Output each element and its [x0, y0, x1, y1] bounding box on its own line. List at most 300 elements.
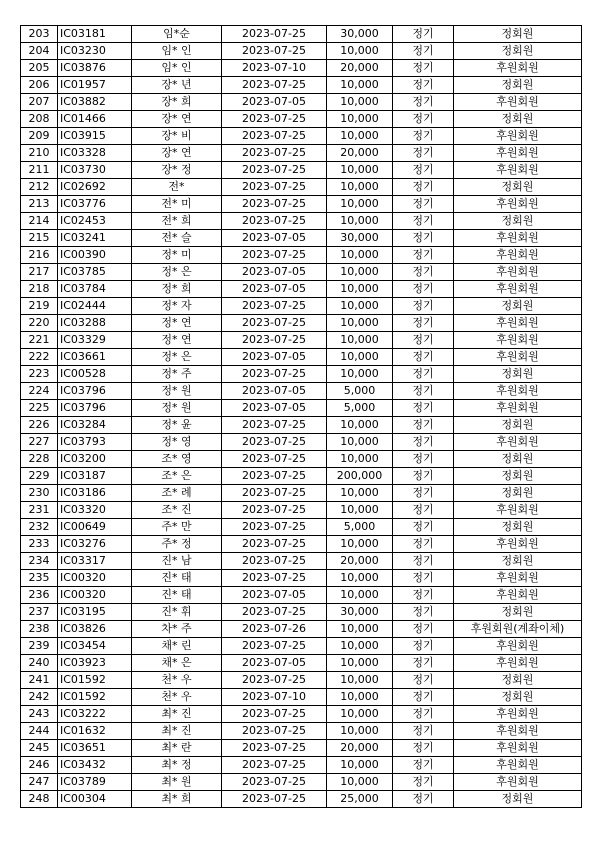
row-number-cell: 243 [21, 706, 58, 723]
donation-amount-cell: 10,000 [327, 757, 393, 774]
member-id-cell: IC00528 [58, 366, 132, 383]
donation-type-cell: 정기 [393, 672, 454, 689]
row-number-cell: 235 [21, 570, 58, 587]
donation-date-cell: 2023-07-25 [222, 604, 327, 621]
donation-date-cell: 2023-07-25 [222, 128, 327, 145]
table-row [21, 366, 582, 383]
donation-amount-cell: 20,000 [327, 740, 393, 757]
row-number-cell: 232 [21, 519, 58, 536]
table-row [21, 213, 582, 230]
member-id-cell: IC03181 [58, 26, 132, 43]
member-id-cell: IC01466 [58, 111, 132, 128]
row-number-cell: 245 [21, 740, 58, 757]
member-id-cell: IC03826 [58, 621, 132, 638]
member-name-cell: 전* [132, 179, 222, 196]
member-grade-cell: 후원회원 [454, 655, 582, 672]
member-name-cell: 임*순 [132, 26, 222, 43]
member-id-cell: IC03454 [58, 638, 132, 655]
member-grade-cell: 후원회원 [454, 774, 582, 791]
table-row [21, 502, 582, 519]
row-number-cell: 236 [21, 587, 58, 604]
row-number-cell: 207 [21, 94, 58, 111]
member-grade-cell: 후원회원 [454, 570, 582, 587]
donation-date-cell: 2023-07-05 [222, 400, 327, 417]
member-grade-cell: 정회원 [454, 519, 582, 536]
donation-amount-cell: 10,000 [327, 94, 393, 111]
row-number-cell: 218 [21, 281, 58, 298]
donation-amount-cell: 10,000 [327, 638, 393, 655]
row-number-cell: 240 [21, 655, 58, 672]
donation-amount-cell: 10,000 [327, 536, 393, 553]
member-grade-cell: 후원회원 [454, 587, 582, 604]
donation-date-cell: 2023-07-25 [222, 179, 327, 196]
row-number-cell: 228 [21, 451, 58, 468]
member-grade-cell: 후원회원 [454, 434, 582, 451]
member-name-cell: 최* 란 [132, 740, 222, 757]
donation-amount-cell: 10,000 [327, 213, 393, 230]
row-number-cell: 247 [21, 774, 58, 791]
table-row [21, 298, 582, 315]
table-row [21, 383, 582, 400]
member-name-cell: 조* 은 [132, 468, 222, 485]
member-name-cell: 전* 슬 [132, 230, 222, 247]
donation-date-cell: 2023-07-05 [222, 94, 327, 111]
donation-amount-cell: 10,000 [327, 774, 393, 791]
donation-amount-cell: 10,000 [327, 128, 393, 145]
donation-type-cell: 정기 [393, 604, 454, 621]
member-grade-cell: 후원회원 [454, 281, 582, 298]
member-name-cell: 천* 우 [132, 672, 222, 689]
row-number-cell: 209 [21, 128, 58, 145]
member-name-cell: 조* 진 [132, 502, 222, 519]
row-number-cell: 241 [21, 672, 58, 689]
table-row [21, 774, 582, 791]
row-number-cell: 217 [21, 264, 58, 281]
member-grade-cell: 후원회원 [454, 383, 582, 400]
table-row [21, 672, 582, 689]
member-id-cell: IC03284 [58, 417, 132, 434]
row-number-cell: 233 [21, 536, 58, 553]
donation-date-cell: 2023-07-25 [222, 417, 327, 434]
member-grade-cell: 정회원 [454, 553, 582, 570]
member-id-cell: IC03288 [58, 315, 132, 332]
row-number-cell: 220 [21, 315, 58, 332]
donation-type-cell: 정기 [393, 111, 454, 128]
member-id-cell: IC00320 [58, 570, 132, 587]
donation-amount-cell: 5,000 [327, 383, 393, 400]
member-grade-cell: 후원회원 [454, 230, 582, 247]
table-row [21, 264, 582, 281]
donation-amount-cell: 10,000 [327, 264, 393, 281]
row-number-cell: 244 [21, 723, 58, 740]
table-row [21, 723, 582, 740]
donation-type-cell: 정기 [393, 298, 454, 315]
donation-type-cell: 정기 [393, 434, 454, 451]
donation-type-cell: 정기 [393, 451, 454, 468]
member-name-cell: 최* 희 [132, 791, 222, 808]
member-grade-cell: 후원회원 [454, 332, 582, 349]
donation-date-cell: 2023-07-05 [222, 587, 327, 604]
member-id-cell: IC00320 [58, 587, 132, 604]
donation-date-cell: 2023-07-25 [222, 723, 327, 740]
donation-amount-cell: 10,000 [327, 672, 393, 689]
member-name-cell: 주* 정 [132, 536, 222, 553]
donation-date-cell: 2023-07-25 [222, 298, 327, 315]
donation-date-cell: 2023-07-25 [222, 791, 327, 808]
donation-date-cell: 2023-07-25 [222, 366, 327, 383]
member-grade-cell: 후원회원 [454, 162, 582, 179]
donation-amount-cell: 10,000 [327, 179, 393, 196]
table-row [21, 485, 582, 502]
table-row [21, 145, 582, 162]
donation-date-cell: 2023-07-05 [222, 264, 327, 281]
member-grade-cell: 후원회원 [454, 723, 582, 740]
member-grade-cell: 정회원 [454, 485, 582, 502]
table-row [21, 111, 582, 128]
donation-amount-cell: 10,000 [327, 247, 393, 264]
donation-amount-cell: 5,000 [327, 519, 393, 536]
donation-date-cell: 2023-07-05 [222, 281, 327, 298]
member-name-cell: 정* 은 [132, 349, 222, 366]
row-number-cell: 221 [21, 332, 58, 349]
donation-date-cell: 2023-07-25 [222, 332, 327, 349]
member-name-cell: 채* 린 [132, 638, 222, 655]
donation-type-cell: 정기 [393, 400, 454, 417]
donation-type-cell: 정기 [393, 196, 454, 213]
member-id-cell: IC03915 [58, 128, 132, 145]
row-number-cell: 237 [21, 604, 58, 621]
donation-type-cell: 정기 [393, 230, 454, 247]
donation-amount-cell: 10,000 [327, 366, 393, 383]
table-row [21, 536, 582, 553]
donation-amount-cell: 20,000 [327, 553, 393, 570]
member-id-cell: IC03195 [58, 604, 132, 621]
donation-date-cell: 2023-07-25 [222, 740, 327, 757]
member-grade-cell: 정회원 [454, 298, 582, 315]
member-grade-cell: 후원회원 [454, 638, 582, 655]
member-id-cell: IC01592 [58, 672, 132, 689]
donation-date-cell: 2023-07-25 [222, 111, 327, 128]
table-row [21, 621, 582, 638]
donation-type-cell: 정기 [393, 417, 454, 434]
member-id-cell: IC03789 [58, 774, 132, 791]
member-id-cell: IC03793 [58, 434, 132, 451]
member-name-cell: 정* 영 [132, 434, 222, 451]
donation-date-cell: 2023-07-10 [222, 60, 327, 77]
row-number-cell: 219 [21, 298, 58, 315]
donation-type-cell: 정기 [393, 213, 454, 230]
donation-type-cell: 정기 [393, 553, 454, 570]
donation-amount-cell: 30,000 [327, 604, 393, 621]
donation-date-cell: 2023-07-25 [222, 196, 327, 213]
table-row [21, 128, 582, 145]
row-number-cell: 214 [21, 213, 58, 230]
member-grade-cell: 후원회원 [454, 128, 582, 145]
row-number-cell: 223 [21, 366, 58, 383]
row-number-cell: 248 [21, 791, 58, 808]
donation-date-cell: 2023-07-25 [222, 434, 327, 451]
donation-amount-cell: 10,000 [327, 706, 393, 723]
row-number-cell: 231 [21, 502, 58, 519]
member-grade-cell: 정회원 [454, 111, 582, 128]
donation-type-cell: 정기 [393, 723, 454, 740]
row-number-cell: 215 [21, 230, 58, 247]
donation-type-cell: 정기 [393, 77, 454, 94]
member-grade-cell: 후원회원 [454, 264, 582, 281]
donation-date-cell: 2023-07-25 [222, 43, 327, 60]
member-name-cell: 진* 남 [132, 553, 222, 570]
row-number-cell: 246 [21, 757, 58, 774]
donation-amount-cell: 10,000 [327, 417, 393, 434]
donation-date-cell: 2023-07-25 [222, 757, 327, 774]
donation-type-cell: 정기 [393, 94, 454, 111]
member-grade-cell: 후원회원 [454, 349, 582, 366]
member-grade-cell: 정회원 [454, 77, 582, 94]
donation-amount-cell: 10,000 [327, 451, 393, 468]
member-id-cell: IC03776 [58, 196, 132, 213]
donation-date-cell: 2023-07-26 [222, 621, 327, 638]
member-id-cell: IC01592 [58, 689, 132, 706]
donation-amount-cell: 10,000 [327, 485, 393, 502]
member-id-cell: IC03784 [58, 281, 132, 298]
member-id-cell: IC03432 [58, 757, 132, 774]
donation-type-cell: 정기 [393, 706, 454, 723]
row-number-cell: 225 [21, 400, 58, 417]
table-row [21, 757, 582, 774]
donation-type-cell: 정기 [393, 332, 454, 349]
member-name-cell: 정* 미 [132, 247, 222, 264]
donation-amount-cell: 10,000 [327, 111, 393, 128]
donation-amount-cell: 10,000 [327, 689, 393, 706]
donation-type-cell: 정기 [393, 774, 454, 791]
donation-date-cell: 2023-07-25 [222, 536, 327, 553]
member-id-cell: IC00649 [58, 519, 132, 536]
member-id-cell: IC02453 [58, 213, 132, 230]
donation-type-cell: 정기 [393, 281, 454, 298]
member-grade-cell: 후원회원 [454, 502, 582, 519]
donation-date-cell: 2023-07-05 [222, 655, 327, 672]
member-name-cell: 차* 주 [132, 621, 222, 638]
row-number-cell: 222 [21, 349, 58, 366]
row-number-cell: 213 [21, 196, 58, 213]
donation-amount-cell: 25,000 [327, 791, 393, 808]
member-grade-cell: 정회원 [454, 604, 582, 621]
table-row [21, 451, 582, 468]
donation-type-cell: 정기 [393, 519, 454, 536]
member-id-cell: IC03241 [58, 230, 132, 247]
table-row [21, 196, 582, 213]
table-row [21, 349, 582, 366]
row-number-cell: 204 [21, 43, 58, 60]
table-row [21, 400, 582, 417]
member-name-cell: 전* 미 [132, 196, 222, 213]
table-row [21, 689, 582, 706]
donation-amount-cell: 10,000 [327, 43, 393, 60]
table-row [21, 26, 582, 43]
row-number-cell: 211 [21, 162, 58, 179]
member-id-cell: IC03661 [58, 349, 132, 366]
donation-type-cell: 정기 [393, 638, 454, 655]
donation-date-cell: 2023-07-25 [222, 774, 327, 791]
member-grade-cell: 후원회원(계좌이체) [454, 621, 582, 638]
row-number-cell: 206 [21, 77, 58, 94]
donation-type-cell: 정기 [393, 740, 454, 757]
row-number-cell: 229 [21, 468, 58, 485]
table-row [21, 706, 582, 723]
member-id-cell: IC03317 [58, 553, 132, 570]
member-name-cell: 임* 인 [132, 60, 222, 77]
donation-date-cell: 2023-07-25 [222, 468, 327, 485]
donation-amount-cell: 10,000 [327, 587, 393, 604]
row-number-cell: 242 [21, 689, 58, 706]
table-row [21, 553, 582, 570]
donation-type-cell: 정기 [393, 791, 454, 808]
row-number-cell: 212 [21, 179, 58, 196]
member-grade-cell: 정회원 [454, 417, 582, 434]
member-name-cell: 천* 우 [132, 689, 222, 706]
donation-date-cell: 2023-07-25 [222, 213, 327, 230]
member-name-cell: 정* 연 [132, 332, 222, 349]
donation-type-cell: 정기 [393, 43, 454, 60]
member-id-cell: IC03882 [58, 94, 132, 111]
donation-amount-cell: 20,000 [327, 60, 393, 77]
donation-date-cell: 2023-07-25 [222, 570, 327, 587]
donor-table-body [21, 26, 582, 808]
donation-date-cell: 2023-07-05 [222, 349, 327, 366]
donation-date-cell: 2023-07-25 [222, 247, 327, 264]
donation-date-cell: 2023-07-05 [222, 230, 327, 247]
member-id-cell: IC03651 [58, 740, 132, 757]
member-id-cell: IC03230 [58, 43, 132, 60]
donation-type-cell: 정기 [393, 128, 454, 145]
member-id-cell: IC01957 [58, 77, 132, 94]
row-number-cell: 208 [21, 111, 58, 128]
donation-type-cell: 정기 [393, 655, 454, 672]
member-name-cell: 진* 태 [132, 587, 222, 604]
member-grade-cell: 후원회원 [454, 94, 582, 111]
member-id-cell: IC02692 [58, 179, 132, 196]
member-name-cell: 장* 정 [132, 162, 222, 179]
member-name-cell: 정* 희 [132, 281, 222, 298]
donation-amount-cell: 10,000 [327, 570, 393, 587]
donation-type-cell: 정기 [393, 60, 454, 77]
member-name-cell: 장* 년 [132, 77, 222, 94]
donation-type-cell: 정기 [393, 485, 454, 502]
member-name-cell: 장* 연 [132, 111, 222, 128]
member-id-cell: IC00304 [58, 791, 132, 808]
table-row [21, 587, 582, 604]
member-grade-cell: 정회원 [454, 791, 582, 808]
donation-date-cell: 2023-07-25 [222, 706, 327, 723]
member-grade-cell: 정회원 [454, 672, 582, 689]
member-name-cell: 최* 정 [132, 757, 222, 774]
table-row [21, 519, 582, 536]
member-grade-cell: 후원회원 [454, 60, 582, 77]
table-row [21, 281, 582, 298]
table-row [21, 638, 582, 655]
donation-type-cell: 정기 [393, 26, 454, 43]
donation-type-cell: 정기 [393, 247, 454, 264]
donation-amount-cell: 10,000 [327, 723, 393, 740]
donation-amount-cell: 20,000 [327, 145, 393, 162]
member-id-cell: IC03796 [58, 383, 132, 400]
table-row [21, 740, 582, 757]
donation-amount-cell: 10,000 [327, 196, 393, 213]
member-name-cell: 정* 주 [132, 366, 222, 383]
donation-type-cell: 정기 [393, 587, 454, 604]
donation-date-cell: 2023-07-25 [222, 315, 327, 332]
row-number-cell: 210 [21, 145, 58, 162]
member-name-cell: 정* 원 [132, 383, 222, 400]
member-grade-cell: 후원회원 [454, 706, 582, 723]
table-row [21, 315, 582, 332]
member-id-cell: IC02444 [58, 298, 132, 315]
row-number-cell: 234 [21, 553, 58, 570]
donation-amount-cell: 10,000 [327, 77, 393, 94]
donation-amount-cell: 30,000 [327, 230, 393, 247]
table-row [21, 94, 582, 111]
table-row [21, 332, 582, 349]
row-number-cell: 230 [21, 485, 58, 502]
donation-date-cell: 2023-07-25 [222, 451, 327, 468]
donation-type-cell: 정기 [393, 264, 454, 281]
member-grade-cell: 정회원 [454, 468, 582, 485]
donation-amount-cell: 10,000 [327, 281, 393, 298]
donation-amount-cell: 200,000 [327, 468, 393, 485]
member-id-cell: IC00390 [58, 247, 132, 264]
member-grade-cell: 후원회원 [454, 315, 582, 332]
donation-type-cell: 정기 [393, 349, 454, 366]
member-name-cell: 정* 원 [132, 400, 222, 417]
member-name-cell: 채* 은 [132, 655, 222, 672]
donation-amount-cell: 5,000 [327, 400, 393, 417]
table-row [21, 434, 582, 451]
row-number-cell: 224 [21, 383, 58, 400]
member-id-cell: IC03187 [58, 468, 132, 485]
row-number-cell: 226 [21, 417, 58, 434]
donation-date-cell: 2023-07-10 [222, 689, 327, 706]
donation-date-cell: 2023-07-05 [222, 383, 327, 400]
member-grade-cell: 정회원 [454, 213, 582, 230]
member-name-cell: 진* 태 [132, 570, 222, 587]
table-row [21, 77, 582, 94]
member-name-cell: 조* 례 [132, 485, 222, 502]
donation-type-cell: 정기 [393, 315, 454, 332]
table-row [21, 655, 582, 672]
member-id-cell: IC03328 [58, 145, 132, 162]
donation-amount-cell: 10,000 [327, 502, 393, 519]
table-row [21, 60, 582, 77]
member-grade-cell: 후원회원 [454, 757, 582, 774]
member-grade-cell: 정회원 [454, 26, 582, 43]
donor-table [20, 25, 582, 808]
donation-date-cell: 2023-07-25 [222, 519, 327, 536]
member-grade-cell: 정회원 [454, 179, 582, 196]
member-id-cell: IC03329 [58, 332, 132, 349]
member-grade-cell: 후원회원 [454, 196, 582, 213]
member-name-cell: 최* 원 [132, 774, 222, 791]
donation-type-cell: 정기 [393, 383, 454, 400]
table-row [21, 791, 582, 808]
donation-amount-cell: 10,000 [327, 621, 393, 638]
table-row [21, 417, 582, 434]
member-id-cell: IC03923 [58, 655, 132, 672]
donation-amount-cell: 10,000 [327, 332, 393, 349]
row-number-cell: 203 [21, 26, 58, 43]
member-name-cell: 장* 연 [132, 145, 222, 162]
donation-date-cell: 2023-07-25 [222, 26, 327, 43]
row-number-cell: 205 [21, 60, 58, 77]
